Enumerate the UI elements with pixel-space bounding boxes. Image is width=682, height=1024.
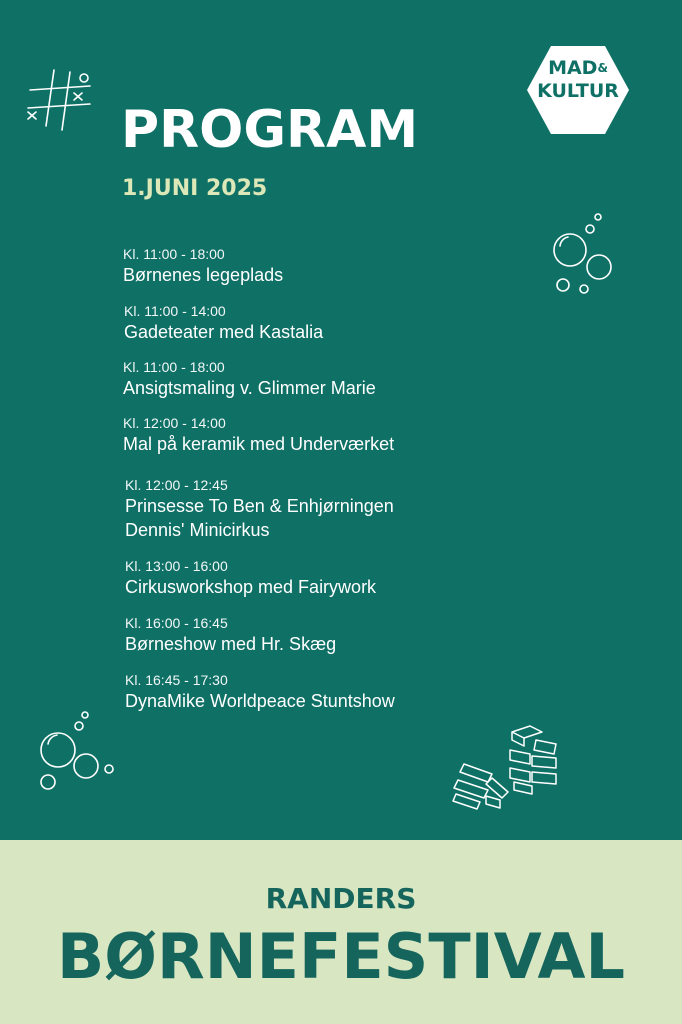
event-7: [125, 615, 336, 656]
event-3: [123, 359, 376, 400]
logo-line1: MAD: [548, 57, 598, 79]
event-name: Gadeteater med Kastalia: [124, 322, 324, 342]
footer-city: RANDERS: [265, 882, 417, 915]
event-time: Kl. 11:00 - 18:00: [123, 246, 225, 262]
event-time: Kl. 16:45 - 17:30: [125, 672, 228, 688]
event-name: Mal på keramik med Underværket: [123, 434, 395, 454]
event-name: Børneshow med Hr. Skæg: [125, 634, 337, 654]
event-5: [125, 477, 394, 542]
event-name: DynaMike Worldpeace Stuntshow: [125, 691, 395, 711]
event-time: Kl. 11:00 - 14:00: [124, 303, 226, 319]
tic-tac-toe-icon: [24, 66, 96, 132]
event-name: Børnenes legeplads: [123, 265, 284, 285]
event-date: 1.JUNI 2025: [122, 176, 268, 201]
event-time: Kl. 12:00 - 14:00: [123, 415, 226, 431]
event-time: Kl. 11:00 - 18:00: [123, 359, 225, 375]
page-title: PROGRAM: [121, 100, 419, 160]
event-2: [124, 303, 323, 344]
logo-ampersand: &: [597, 61, 608, 75]
mad-kultur-logo: [525, 44, 631, 136]
event-1: [123, 246, 283, 287]
logo-line2: KULTUR: [537, 80, 619, 102]
event-time: Kl. 13:00 - 16:00: [125, 558, 228, 574]
event-name-line2: Dennis' Minicirkus: [125, 520, 270, 540]
event-time: Kl. 16:00 - 16:45: [125, 615, 228, 631]
bubbles-icon: [36, 708, 120, 798]
event-name: Cirkusworkshop med Fairywork: [125, 577, 377, 597]
bubbles-icon: [548, 208, 618, 298]
event-6: [125, 558, 376, 599]
footer-festival-name: BØRNEFESTIVAL: [57, 920, 625, 993]
event-time: Kl. 12:00 - 12:45: [125, 477, 228, 493]
event-name: Ansigtsmaling v. Glimmer Marie: [123, 378, 376, 398]
event-name: Prinsesse To Ben & Enhjørningen: [125, 496, 394, 516]
jenga-blocks-icon: [452, 724, 564, 810]
event-4: [123, 415, 394, 456]
event-8: [125, 672, 395, 713]
